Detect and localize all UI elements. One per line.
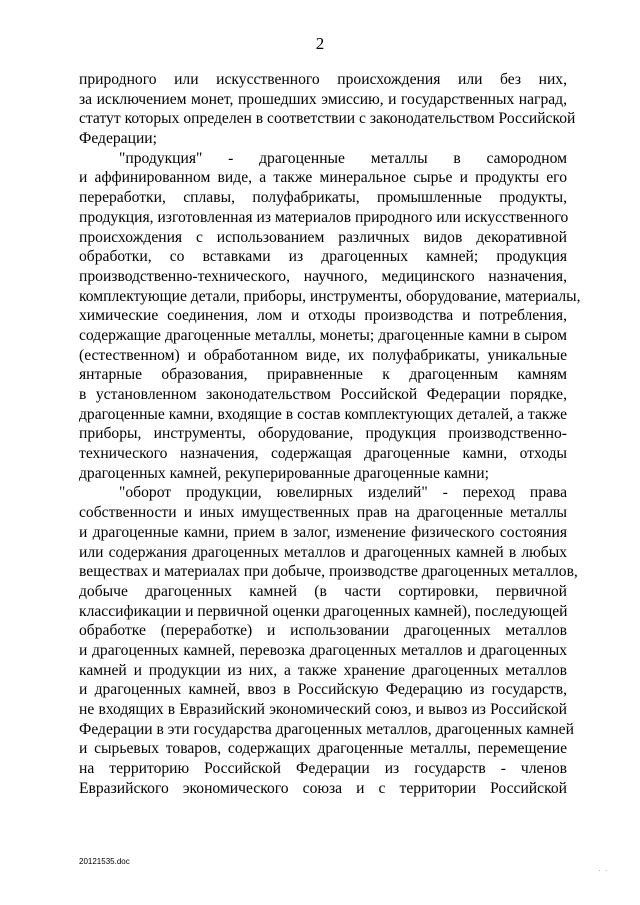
text-line: собственности и иных имущественных прав на драгоценные металлы xyxy=(79,504,567,522)
paragraph-start-line: "продукция" - драгоценные металлы в самородном xyxy=(119,149,567,167)
text-line: и драгоценных камней, перевозка драгоценных металлов и драгоценных xyxy=(79,641,567,659)
paragraph-start-line: "оборот продукции, ювелирных изделий" - переход права xyxy=(119,484,567,502)
text-line: технического назначения, содержащая драгоценные камни, отходы xyxy=(79,445,567,463)
text-line: обработке (переработке) и использовании драгоценных металлов xyxy=(79,622,567,640)
text-line: комплектующие детали, приборы, инструменты, оборудование, материалы, xyxy=(79,287,581,305)
text-line: приборы, инструменты, оборудование, продукция производственно- xyxy=(79,425,567,443)
document-body xyxy=(79,70,581,798)
text-line: и аффинированном виде, а также минеральное сырье и продукты его xyxy=(79,169,567,187)
text-line: происхождения с использованием различных видов декоративной xyxy=(79,228,567,246)
text-line: переработки, сплавы, полуфабрикаты, промышленные продукты, xyxy=(79,189,567,207)
text-line: классификации и первичной оценки драгоценных камней), последующей xyxy=(79,602,568,620)
text-line: драгоценные камни, входящие в состав комплектующих деталей, а также xyxy=(79,405,567,423)
text-line: или содержания драгоценных металлов и драгоценных камней в любых xyxy=(79,543,567,561)
text-line: химические соединения, лом и отходы производства и потребления, xyxy=(79,307,567,325)
text-line: в установленном законодательством Российской Федерации порядке, xyxy=(79,386,567,403)
text-line: драгоценных камней, рекуперированные драгоценные камни; xyxy=(79,464,489,482)
text-line: Федерации; xyxy=(79,130,157,148)
text-line: содержащие драгоценные металлы, монеты; драгоценные камни в сыром xyxy=(79,326,567,344)
text-line: янтарные образования, приравненные к драгоценным камням xyxy=(79,366,567,384)
page-number: 2 xyxy=(315,34,325,53)
text-line: камней и продукции из них, а также хранение драгоценных металлов xyxy=(79,661,567,679)
scan-artifact: · · xyxy=(598,866,609,875)
text-line: Федерации в эти государства драгоценных металлов, драгоценных камней xyxy=(79,720,574,738)
text-line: природного или искусственного происхождения или без них, xyxy=(79,71,567,88)
text-line: и драгоценных камней, ввоз в Российскую Федерацию из государств, xyxy=(79,681,567,699)
text-line: веществах и материалах при добыче, производстве драгоценных металлов, xyxy=(79,563,578,581)
text-line: обработки, со вставками из драгоценных камней; продукция xyxy=(79,248,567,266)
text-line: на территорию Российской Федерации из государств - членов xyxy=(79,760,567,778)
text-line: Евразийского экономического союза и с территории Российской xyxy=(79,779,567,797)
footer-filename: 20121535.doc xyxy=(79,857,130,866)
text-line: не входящих в Евразийский экономический союз, и вывоз из Российской xyxy=(79,701,567,718)
text-line: (естественном) и обработанном виде, их полуфабрикаты, уникальные xyxy=(79,346,567,364)
text-line: производственно-технического, научного, медицинского назначения, xyxy=(79,267,567,285)
text-line: и драгоценные камни, прием в залог, изменение физического состояния xyxy=(79,523,567,541)
text-line: за исключением монет, прошедших эмиссию, и государственных наград, xyxy=(79,90,567,108)
text-line: добыче драгоценных камней (в части сортировки, первичной xyxy=(79,582,567,600)
text-line: продукция, изготовленная из материалов природного или искусственного xyxy=(79,208,569,226)
text-line: и сырьевых товаров, содержащих драгоценные металлы, перемещение xyxy=(79,740,567,758)
text-line: статут которых определен в соответствии с законодательством Российской xyxy=(79,110,576,128)
